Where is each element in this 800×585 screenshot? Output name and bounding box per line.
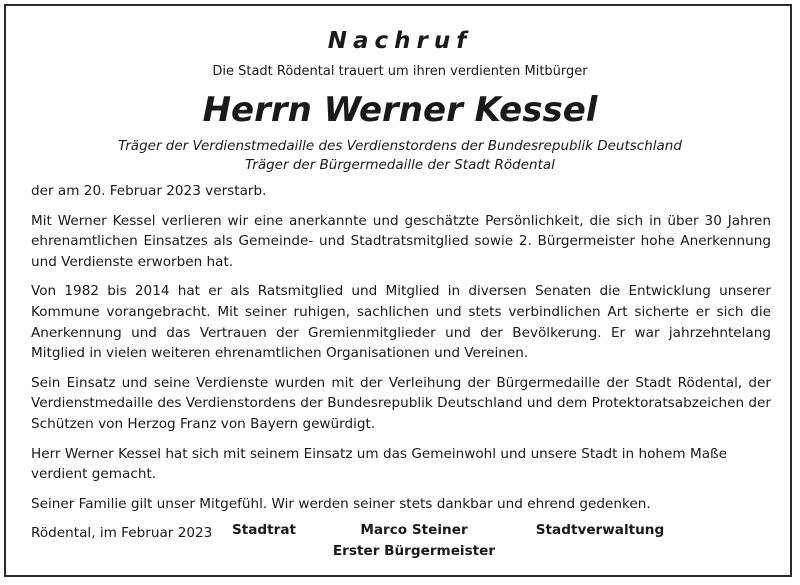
signature-city-council: Stadtrat <box>231 522 297 538</box>
obituary-heading: Nachruf <box>327 28 473 54</box>
signature-administration: Stadtverwaltung <box>535 522 665 538</box>
mayor-title: Erster Bürgermeister <box>332 542 496 559</box>
honor-line-2: Träger der Bürgermedaille der Stadt Rödental <box>245 157 555 173</box>
mayor-name: Marco Steiner <box>360 522 468 538</box>
paragraph: Von 1982 bis 2014 hat er als Ratsmitglied und Mitglied in diversen Senaten die Entwicklung unserer Kommune vorangebracht. Mit seiner ruhigen, sachlichen und stets verbindlichen Art sicherte er sich die Anerkennung und das Vertrauen der Gremienmitglieder und der Bevölkerung. Er war jahrzehntelang Mitglied in vielen weiteren ehrenamtlichen Organisationen und Vereinen. <box>31 283 771 362</box>
paragraph-death-date: der am 20. Februar 2023 verstarb. <box>31 183 267 199</box>
deceased-name: Herrn Werner Kessel <box>202 90 598 130</box>
paragraph: Sein Einsatz und seine Verdienste wurden mit der Verleihung der Bürgermedaille der Stadt Rödental, der Verdienstmedaille des Verdienstordens der Bundesrepublik Deutschland und dem Protektoratsabzeichen der Schützen von Herzog Franz von Bayern gewürdigt. <box>31 374 771 432</box>
paragraph: Herr Werner Kessel hat sich mit seinem Einsatz um das Gemeinwohl und unsere Stadt in hohem Maße verdient gemacht. <box>31 445 727 483</box>
paragraph: Seiner Familie gilt unser Mitgefühl. Wir werden seiner stets dankbar und ehrend gedenken. <box>31 495 651 512</box>
place-date-line: Rödental, im Februar 2023 <box>31 525 213 542</box>
signature-mayor <box>324 520 504 561</box>
intro-line: Die Stadt Rödental trauert um ihren verdienten Mitbürger <box>212 64 588 79</box>
obituary-body <box>31 181 771 553</box>
paragraph: Mit Werner Kessel verlieren wir eine anerkannte und geschätzte Persönlichkeit, die sich in über 30 Jahren ehrenamtlichen Einsatzes als Gemeinde- und Stadtratsmitglied sowie 2. Bürgermeister hohe Anerkennung und Verdienste erworben hat. <box>31 212 771 270</box>
honor-line-1: Träger der Verdienstmedaille des Verdienstordens der Bundesrepublik Deutschland <box>118 138 682 154</box>
